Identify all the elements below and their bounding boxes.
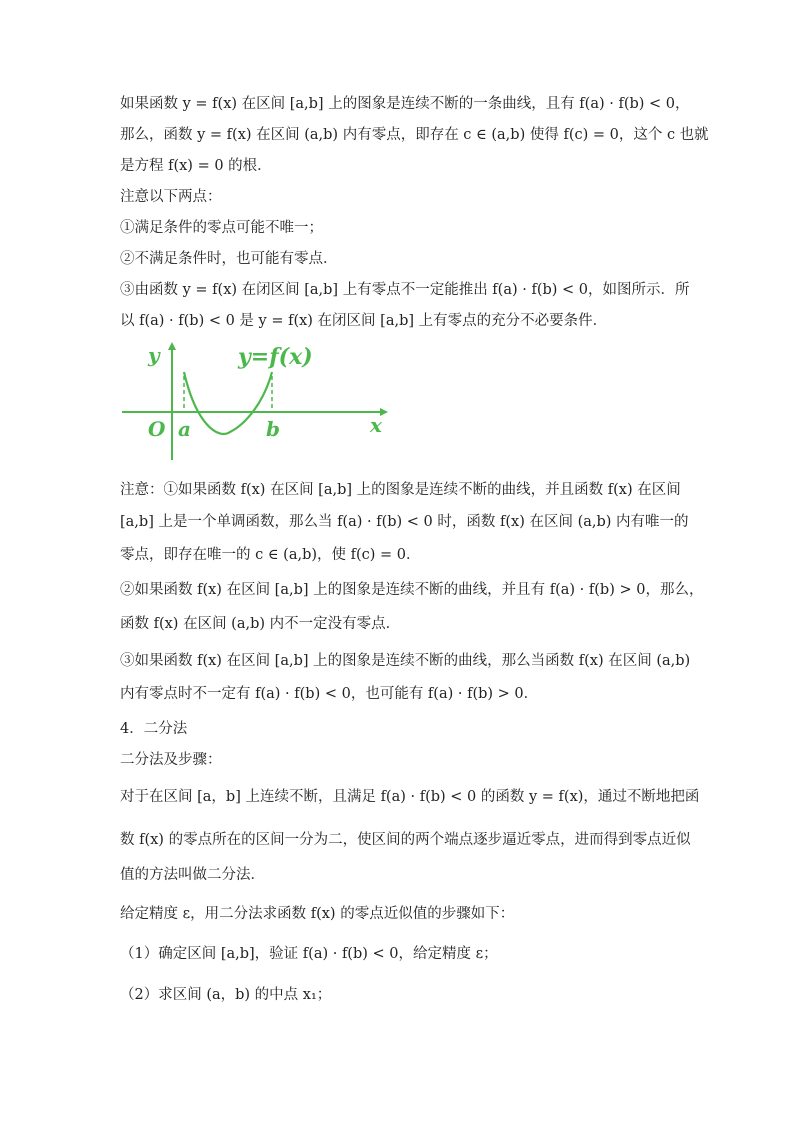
text-line: [a,b] 上是一个单调函数，那么当 f(a) · f(b) < 0 时，函数 f(x) 在区间 (a,b) 内有唯一的 [120, 514, 689, 530]
step-item: （2）求区间 (a，b) 的中点 x₁； [120, 987, 332, 1003]
text-line: 注意：①如果函数 f(x) 在区间 [a,b] 上的图象是连续不断的曲线，并且函数 f(x) 在区间 [120, 482, 681, 498]
text-line: 二分法及步骤： [120, 752, 222, 768]
step-item: （1）确定区间 [a,b]，验证 f(a) · f(b) < 0，给定精度 ε； [120, 946, 498, 962]
origin-label: O [148, 417, 166, 441]
text-line: 零点，即存在唯一的 c ∈ (a,b)，使 f(c) = 0． [120, 547, 421, 563]
text-line: 值的方法叫做二分法． [120, 867, 265, 883]
function-curve [184, 372, 272, 434]
text-line: 那么，函数 y = f(x) 在区间 (a,b) 内有零点，即存在 c ∈ (a,b) 使得 f(c) = 0，这个 c 也就 [120, 127, 709, 143]
text-line: 给定精度 ε，用二分法求函数 f(x) 的零点近似值的步骤如下： [120, 906, 515, 922]
text-line: ③由函数 y = f(x) 在闭区间 [a,b] 上有零点不一定能推出 f(a) · f(b) < 0，如图所示．所 [120, 282, 690, 298]
text-line: ②如果函数 f(x) 在区间 [a,b] 上的图象是连续不断的曲线，并且有 f(a) · f(b) > 0，那么， [120, 582, 704, 598]
zero-point-figure [118, 340, 398, 460]
point-b-label: b [266, 417, 280, 441]
y-axis-label: y [148, 343, 160, 367]
text-line: 如果函数 y = f(x) 在区间 [a,b] 上的图象是连续不断的一条曲线，且有 f(a) · f(b) < 0， [120, 96, 690, 112]
text-line: 内有零点时不一定有 f(a) · f(b) < 0，也可能有 f(a) · f(b) > 0． [120, 686, 539, 702]
text-line: 函数 f(x) 在区间 (a,b) 内不一定没有零点． [120, 616, 401, 632]
text-line: 是方程 f(x) = 0 的根． [120, 158, 272, 174]
text-line: 以 f(a) · f(b) < 0 是 y = f(x) 在闭区间 [a,b] 上有零点的充分不必要条件． [120, 313, 608, 329]
point-a-label: a [178, 417, 191, 441]
curve-label: y=f(x) [238, 344, 313, 370]
text-line: 数 f(x) 的零点所在的区间一分为二，使区间的两个端点逐步逼近零点，进而得到零点近似 [120, 832, 691, 848]
text-line: 对于在区间 [a，b] 上连续不断，且满足 f(a) · f(b) < 0 的函数 y = f(x)，通过不断地把函 [120, 789, 700, 805]
section-heading: 4．二分法 [120, 721, 188, 737]
x-axis-label: x [370, 413, 382, 437]
text-line: 注意以下两点： [120, 189, 222, 205]
text-line: ③如果函数 f(x) 在区间 [a,b] 上的图象是连续不断的曲线，那么当函数 f(x) 在区间 (a,b) [120, 653, 691, 669]
text-line: ①满足条件的零点可能不唯一； [120, 220, 323, 236]
text-line: ②不满足条件时，也可能有零点． [120, 251, 338, 267]
y-axis-arrow [168, 342, 176, 350]
